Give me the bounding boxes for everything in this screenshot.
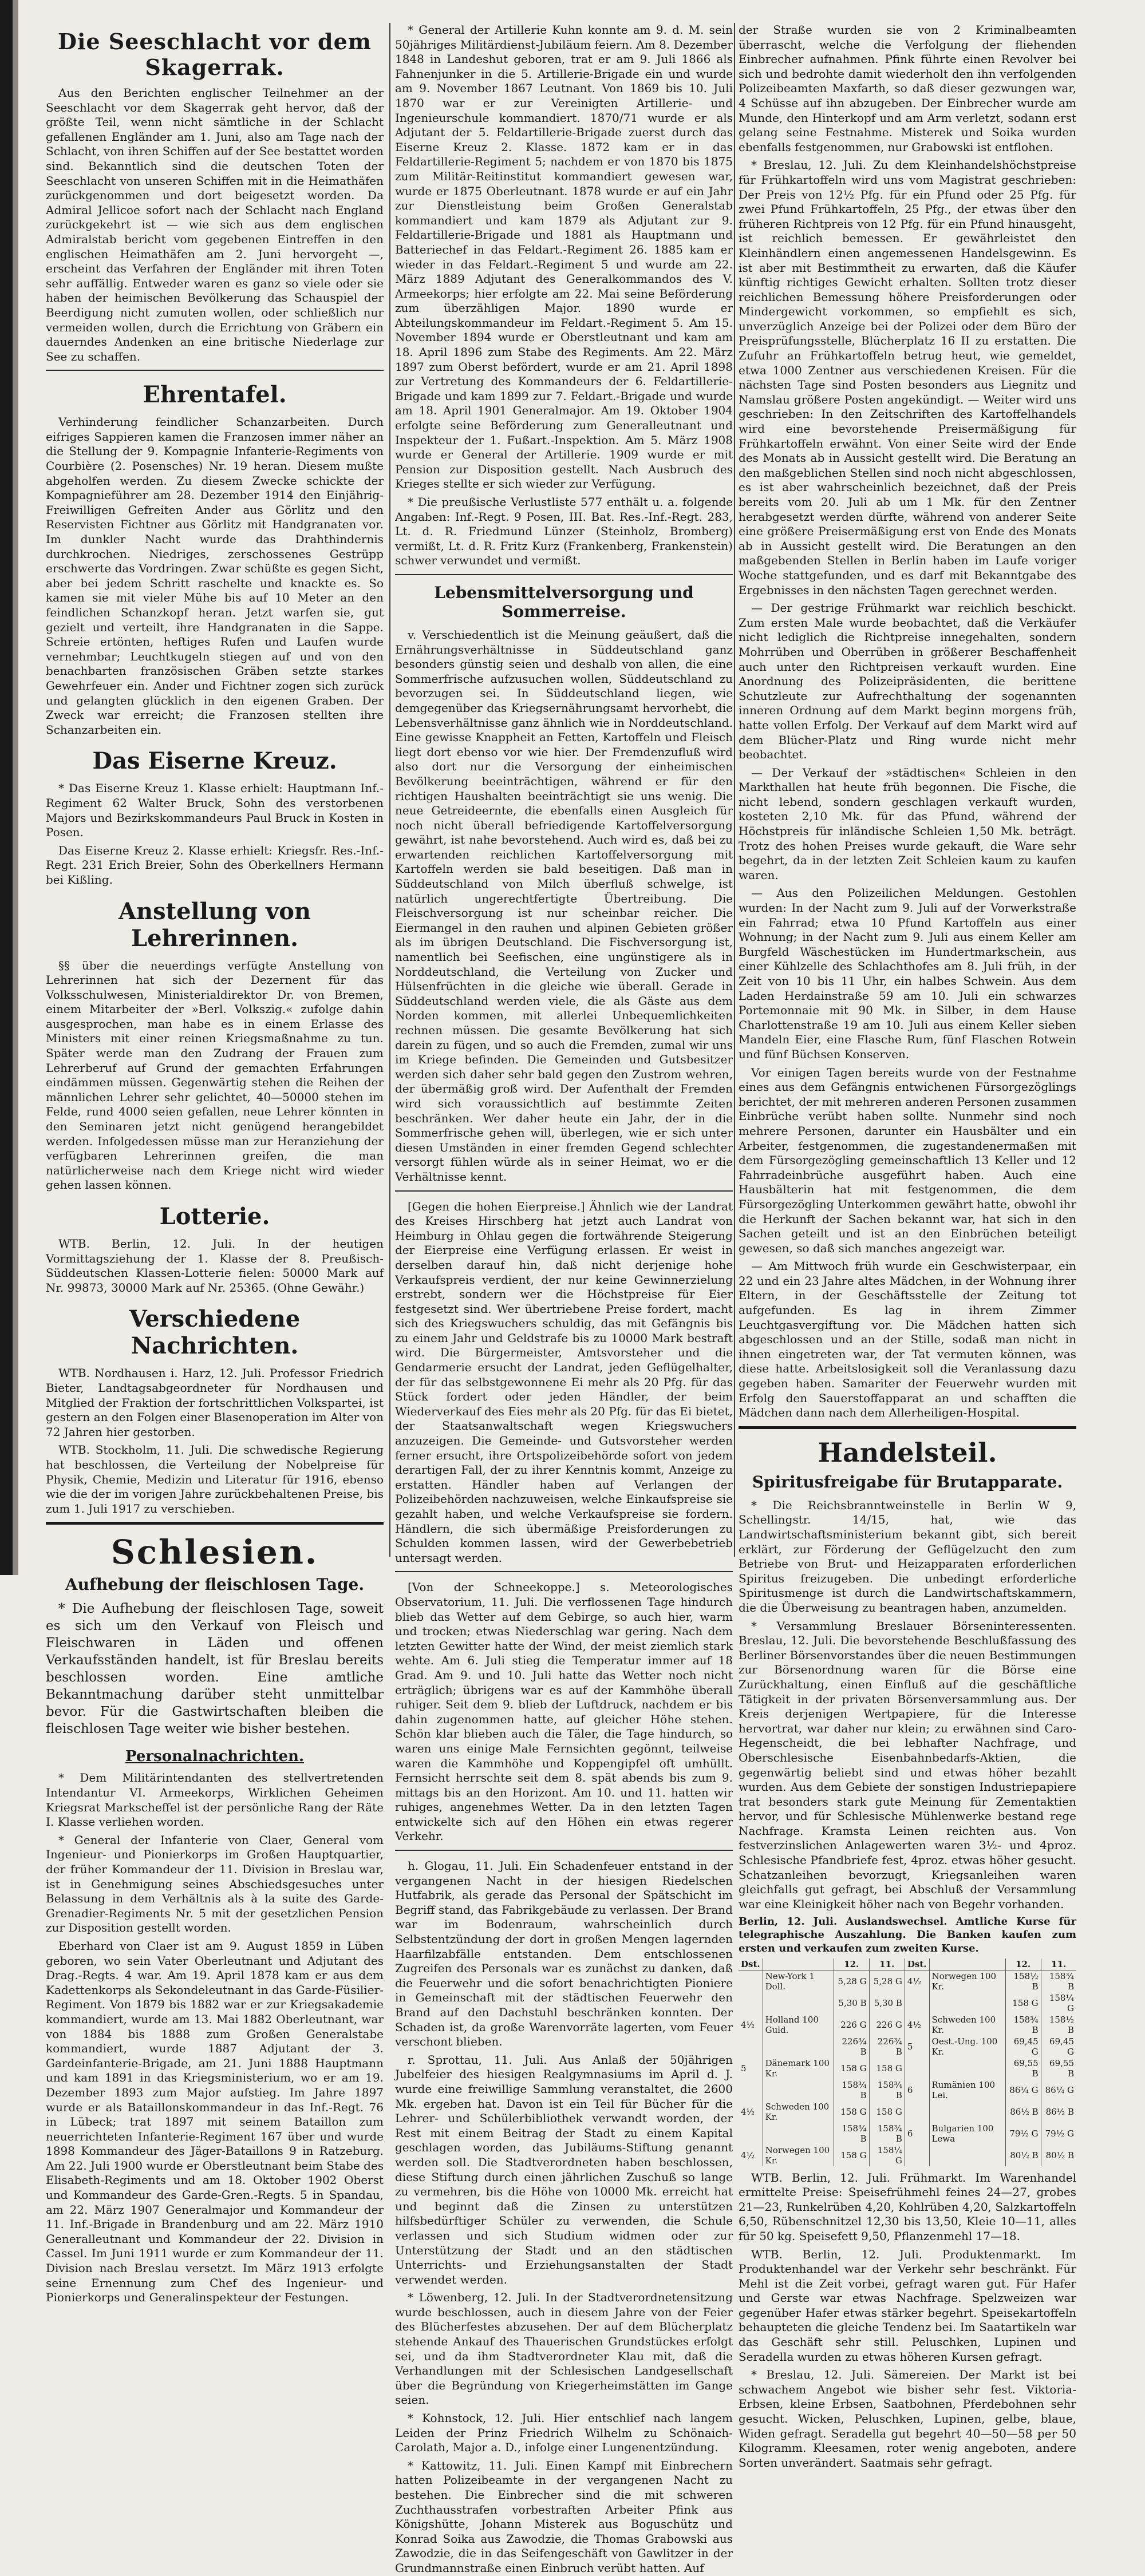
divider <box>395 1190 733 1192</box>
rates-header-cell: Dst. <box>739 1958 763 1970</box>
section-divider <box>46 1522 384 1525</box>
rates-cell: 158¾ B <box>869 2079 905 2101</box>
article-fruehmarkt: — Der gestrige Frühmarkt war reichlich beschickt. Zum ersten Male wurde beobachtet, daß die Verkäufer nicht lediglich die Richtpreise innegehalten, sondern Mohrrüben und Oberrüben in größerer Beschaffenheit auch unter den Richtpreisen verkauft wurden. Eine Anordnung des Polizeipräsidenten, die berittene Schutzleute zur Aufrechthaltung der sogenannten inneren Ordnung auf dem Markt beginn morgens früh, hatte vollen Erfolg. Der Verkauf auf dem Markt wird auf dem Blücher-Platz und Ring wurde nicht mehr beobachtet. <box>739 601 1076 762</box>
rates-cell: Holland 100 Guld. <box>763 2014 834 2036</box>
rates-cell: 226 G <box>869 2014 905 2036</box>
column-rule-2 <box>734 23 735 1557</box>
rates-header-cell <box>929 1958 1005 1970</box>
rates-cell: Schweden 100 Kr. <box>929 2014 1005 2036</box>
rates-cell: 158¾ B <box>1041 1970 1076 1992</box>
rates-row <box>739 2014 1076 2036</box>
rates-cell: 4½ <box>905 1970 929 1992</box>
rates-row <box>739 1970 1076 1992</box>
article-produktenmarkt: WTB. Berlin, 12. Juli. Produktenmarkt. Im Produktenhandel war der Verkehr sehr beschränkt. Für Mehl ist die Zeit vorbei, gefragt waren gut. Für Hafer und Gerste war etwas Nachfrage. Spelzweizen war gegenüber Hafer etwas stärker begehrt. Speisekartoffeln behaupteten die gleiche Tendenz bei. Im Saatartikeln war das Geschäft sehr still. Peluschken, Lupinen und Seradella wurden zu etwas höheren Kursen gefragt. <box>739 2247 1076 2364</box>
headline-lehrerinnen: Anstellung von Lehrerinnen. <box>118 897 311 952</box>
article-nordhausen: WTB. Nordhausen i. Harz, 12. Juli. Professor Friedrich Bieter, Landtagsabgeordneter für Nordhausen und Mitglied der Fraktion der fortschrittlichen Volkspartei, ist gestern an den Folgen einer Blasenoperation im Alter von 72 Jahren hier gestorben. <box>46 1366 384 1439</box>
rates-row <box>739 1992 1076 2014</box>
rates-header-cell: Dst. <box>905 1958 929 1970</box>
rates-cell <box>739 1970 763 1992</box>
article-geschwister: — Am Mittwoch früh wurde ein Geschwisterpaar, ein 22 und ein 23 Jahre altes Mädchen, in der Wohnung ihrer Eltern, in der Geschäftsstelle der Zeitung tot aufgefunden. Es lag in ihrem Zimmer Leuchtgasvergiftung vor. Die Mädchen hatten sich abgeschlossen und an der Stille, sodaß man nicht in ihnen eingetreten war, der Tat vermuten können, was diese hatte. Arbeitslosigkeit soll die Veranlassung dazu gegeben haben. Samariter der Feuerwehr wurden mit Erfolg den Sauerstoffapparat an und schafften die Mädchen dann nach dem Allerheiligen-Hospital. <box>739 1259 1076 1420</box>
rates-cell: 69,45 G <box>1041 2036 1076 2057</box>
rates-cell: Norwegen 100 Kr. <box>763 2144 834 2166</box>
binding-edge <box>0 0 13 1575</box>
rates-cell <box>739 2079 763 2101</box>
section-divider <box>739 1426 1076 1429</box>
rates-cell: Norwegen 100 Kr. <box>929 1970 1005 1992</box>
column-2 <box>395 23 733 2575</box>
rates-cell: 226 G <box>834 2014 869 2036</box>
divider <box>395 1850 733 1851</box>
rates-cell: Schweden 100 Kr. <box>763 2101 834 2123</box>
rates-cell: 158 G <box>834 2144 869 2166</box>
headline-skagerrak: Die Seeschlacht vor dem Skagerrak. <box>58 29 372 80</box>
article-sprottau: r. Sprottau, 11. Juli. Aus Anlaß der 50jährigen Jubelfeier des hiesigen Realgymnasiums im April d. J. wurde eine freiwillige Sammlung veranstaltet, die 2600 Mk. ergeben hat. Davon ist ein Teil für Bücher für die Lehrer- und Schülerbibliothek verwandt worden, der Rest mit einem Beitrag der Stadt zu einem Kapital geschlagen worden, das Jubiläums-Stiftung genannt werden soll. Die Stadtverordneten haben beschlossen, diese Stiftung durch einen jährlichen Zuschuß so lange zu vermehren, bis die Höhe von 10000 Mk. erreicht hat und beginnt daß die Zinsen zu unterstützen hilfsbedürftiger Schüler zu verwenden, die Schule verlassen und sich Studium widmen oder zur Unterstützung der Stadt und an den städtischen Unterrichts- und Erziehungsanstalten der Stadt verwendet werden. <box>395 2052 733 2286</box>
rates-cell <box>929 1992 1005 2014</box>
column-rule-1 <box>389 23 390 1557</box>
rates-cell: 5 <box>741 2063 747 2074</box>
rates-cell <box>905 1992 929 2014</box>
article-fleischlose-tage: * Die Aufhebung der fleischlosen Tage, soweit es sich um den Verkauf von Fleisch und Fleischwaren in Läden und offenen Verkaufsständen handelt, ist für Breslau bereits beschlossen worden. Eine amtliche Bekanntmachung darüber steht unmittelbar bevor. Für die Gastwirtschaften bleiben die fleischlosen Tage weiter wie bisher bestehen. <box>46 1601 384 1736</box>
subheadline-spiritus: Spiritusfreigabe für Brutapparate. <box>752 1472 1063 1491</box>
rates-cell: 80½ B <box>1005 2144 1041 2166</box>
article-kattowitz: * Kattowitz, 11. Juli. Einen Kampf mit Einbrechern hatten Polizeibeamte in der vergangenen Nacht zu bestehen. Die Einbrecher sind die mit schweren Zuchthausstrafen vorbestraften Arbeiter Pfink aus Königshütte, Johann Misterek aus Boguschütz und Konrad Soika aus Zawodzie, die Thomas Grabowski aus Zawodzie, die in das Seifengeschäft von Gawlitzer in der Grundmannstraße einen Einbruch verübt hatten. Auf <box>395 2458 733 2575</box>
article-kattowitz-cont: der Straße wurden sie von 2 Kriminalbeamten überrascht, welche die Verfolgung der fliehenden Einbrecher aufnahmen. Pfink führte einen Revolver bei sich und bedrohte damit wiederholt den ihn verfolgenden Polizeibeamten Maxfarth, so daß dieser gezwungen war, 4 Schüsse auf ihn abzugeben. Der Einbrecher wurde am Munde, den Hinterkopf und am Arm verletzt, sodann erst gelang seine Festnahme. Misterek und Soika wurden ebenfalls festgenommen, nur Grabowski ist entflohen. <box>739 23 1076 154</box>
article-eierpreise: [Gegen die hohen Eierpreise.] Ähnlich wie der Landrat des Kreises Hirschberg hat jetzt auch Landrat von Heimburg in Ohlau gegen die fortwährende Steigerung der Eierpreise eine Verfügung erlassen. Er weist in derselben darauf hin, daß nicht derjenige hohe Verkaufspreis verdient, der nur keine Gewinnerzielung erstrebt, sondern wer die Höchstpreise für Eier festgesetzt sind. Wer übertriebene Preise fordert, macht sich des Kriegswuchers schuldig, das mit Gefängnis bis zu einem Jahr und Geldstrafe bis zu 10000 Mark bestraft wird. Die Bürgermeister, Amtsvorsteher und die Gendarmerie ersucht der Landrat, jeden Geflügelhalter, der für das selbstgewonnene Ei mehr als 20 Pfg. für das Stück fordert oder jeden Händler, der beim Wiederverkauf des Eies mehr als 20 Pfg. für das Ei bietet, der Staatsanwaltschaft wegen Kriegswuchers anzuzeigen. Die Gemeinde- und Gutsvorsteher werden ferner ersucht, ihre Ortspolizeibehörde sofort von jedem derartigen Fall, der zu ihrer Kenntnis kommt, Anzeige zu erstatten. Händler haben auf Verlangen der Polizeibehörden nachzuweisen, welche Einkaufspreise sie gezahlt haben, und welche Verkaufspreise sie fordern. Händlern, die sich übermäßige Preisforderungen zu Schulden kommen lassen, wird der Gewerbebetrieb untersagt werden. <box>395 1199 733 1565</box>
article-schneekoppe: [Von der Schneekoppe.] s. Meteorologisches Observatorium, 11. Juli. Die verflossenen Tage hindurch blieb das Wetter auf dem Gebirge, so auch hier, warm und trocken; etwas Niederschlag war gering. Nach dem letzten Gewitter hatte der Wind, der meist ziemlich stark wehte. Am 6. Juli stieg die Temperatur immer auf 18 Grad. Am 9. und 10. Juli hatte das Wetter noch nicht erträglich; übrigens war es auf der Kammhöhe überall ruhiger. Seit dem 9. blieb der Luftdruck, nachdem er bis dahin zugenommen hatte, auf gleicher Höhe stehen. Schön klar blieben auch die Täler, die Tage hindurch, so waren uns einige Male Fernsichten gegönnt, teilweise waren die Kammhöhe und Koppengipfel oft umhüllt. Fernsicht herrschte seit dem 8. spät abends bis zum 9. mittags bis an den Horizont. Am 10. und 11. hatten wir ruhiges, angenehmes Wetter. Da in den letzten Tagen entwickelte sich auf den Höhen ein etwas regerer Verkehr. <box>395 1580 733 1843</box>
rates-row <box>739 2123 1076 2144</box>
rates-cell <box>905 2101 929 2123</box>
rates-cell: 158¼ G <box>869 2144 905 2166</box>
rates-cell: 158¾ B <box>869 2123 905 2144</box>
article-fruehmarkt-berlin: WTB. Berlin, 12. Juli. Frühmarkt. Im Warenhandel ermittelte Preise: Speisefrühmehl feines 24—27, grobes 21—23, Runkelrüben 4,20, Kohlrüben 4,20, Salzkartoffeln 6,50, Rübenschnitzel 12,30 bis 13,50, Kleie 10—11, alles für 50 kg. Speisefett 9,50, Pflanzenmehl 17—18. <box>739 2170 1076 2243</box>
rates-cell: 226¾ B <box>869 2036 905 2057</box>
rates-cell: 158¾ B <box>834 2079 869 2101</box>
rates-cell <box>739 2123 763 2144</box>
rates-cell: 86¼ G <box>1005 2079 1041 2101</box>
article-lebensmittel: v. Verschiedentlich ist die Meinung geäußert, daß die Ernährungsverhältnisse in Süddeutschland ganz besonders günstig seien und deshalb von allen, die eine Sommerfrische aufzusuchen wollen, Süddeutschland zu bevorzugen sei. In Süddeutschland liegen, wie demgegenüber das Kriegsernährungsamt hervorhebt, die Lebensverhältnisse ganz ähnlich wie in Norddeutschland. Eine gewisse Knappheit an Fetten, Kartoffeln und Fleisch liegt dort ebenso vor wie hier. Der Fremdenzufluß wird also dort nur die Versorgung der einheimischen Bevölkerung beeinträchtigen, während er für den richtigen Haushalten beeinträchtigt sie uns wenig. Die neue Getreideernte, die ebenfalls einen Ausgleich für noch nicht überall befriedigende Kartoffelversorgung gewährt, ist nahe bevorstehend. Auch wird es, daß bei zu erwartenden reichlichen Kartoffelversorgung mit Kartoffeln werden sie bald beseitigen. Daß man in Süddeutschland von Milch überfluß schwelge, ist natürlich ungerechtfertigte Übertreibung. Die Fleischversorgung ist nur scheinbar reicher. Die Eiermangel in den rauhen und alpinen Gebieten größer als im übrigen Deutschland. Die Fischversorgung ist, namentlich bei Seefischen, eine ungünstigere als in Norddeutschland, die Verteilung von Zucker und Hülsenfrüchten in die gleiche wie überall. Gerade in Süddeutschland werden viele, die als Gäste aus dem Norden kommen, mit allerlei Unbequemlichkeiten rechnen müssen. Die gesamte Bevölkerung hat sich darein zu fügen, und so auch die Fremden, zumal wir uns im Kriege befinden. Die Gemeinden und Gutsbesitzer werden sich daher sehr bald gegen den Zustrom wehren, der übermäßig groß wird. Der Aufenthalt der Fremden wird sich voraussichtlich auf bestimmte Zeiten beschränken. Wer daher heute ein Jahr, der in die Sommerfrische gehen will, überlegen, wie er sich unter diesen Umständen in einer fremden Gegend schlechter versorgt fühlen würde als in seiner Heimat, wo er die Verhältnisse kennt. <box>395 627 733 1184</box>
article-ehrentafel: Verhinderung feindlicher Schanzarbeiten. Durch eifriges Sappieren kamen die Franzosen immer näher an die Stellung der 9. Kompagnie Infanterie-Regiments von Courbière (2. Posensches) Nr. 19 heran. Diesem mußte abgeholfen werden. Zu diesem Zwecke schickte der Kompagnieführer am 28. Dezember 1914 den Einjährig-Freiwilligen Gefreiten Ander aus Görlitz und den Reservisten Fichtner aus Görlitz mit Handgranaten vor. Im dunkler Nacht wurde das Drahthindernis durchkrochen. Niedriges, zerschossenes Gestrüpp erschwerte das Vordringen. Zwar schüßte es gegen Sicht, aber bei jedem Schritt raschelte und knackte es. So kamen sie mit vieler Mühe bis auf 10 Meter an den feindlichen Schanzkopf heran. Jetzt warfen sie, gut gezielt und verteilt, ihre Handgranaten in die Sappe. Schreie ertönten, heftiges Rufen und Laufen wurde vernehmbar; Leuchtkugeln stiegen auf und von den benachbarten französischen Gräben setzte starkes Gewehrfeuer ein. Ander und Fichtner zogen sich zurück und gelangten glücklich in den eigenen Graben. Der Zweck war erreicht; die Franzosen stellten ihre Schanzarbeiten ein. <box>46 415 384 737</box>
headline-handelsteil: Handelsteil. <box>818 1437 997 1468</box>
rates-cell: 4½ <box>741 2106 755 2117</box>
rates-cell: 158½ B <box>1005 1970 1041 1992</box>
rates-cell: New-York 1 Doll. <box>763 1970 834 1992</box>
rates-header-row <box>739 1958 1076 1970</box>
rates-cell: 158¾ B <box>834 2123 869 2144</box>
rates-cell: 5,28 G <box>834 1970 869 1992</box>
headline-eisernes-kreuz: Das Eiserne Kreuz. <box>92 747 337 775</box>
headline-lebensmittel: Lebensmittelversorgung und Sommerreise. <box>434 583 694 621</box>
article-festnahme: Vor einigen Tagen bereits wurde von der Festnahme eines aus dem Gefängnis entwichenen Fürsorgezöglings berichtet, der mit mehreren anderen Personen zusammen Einbrüche verübt haben sollte. Nunmehr sind noch mehrere Personen, darunter ein Hausbälter und ein Arbeiter, festgenommen, die zugestandenermaßen mit dem Fürsorgezögling gemeinschaftlich 13 Keller und 12 Fahrradeinbrüche ausgeführt haben. Auch eine Hausbälterin hat mit festgenommen, die dem Fürsorgezögling Unterkommen gewährt hatte, obwohl ihr die Herkunft der Sachen bekannt war, hat sich in den Sachen geteilt und ist an den Einbrüchen beteiligt gewesen, so daß sich manches angezeigt war. <box>739 1065 1076 1255</box>
rates-cell: 69,55 B <box>1005 2057 1041 2079</box>
rates-row <box>739 2101 1076 2123</box>
article-boerse: * Versammlung Breslauer Börseninteressenten. Breslau, 12. Juli. Die bevorstehende Beschlußfassung des Berliner Börsenvorstandes über die neuen Bestimmungen zur Börsenordnung waren für die Börse eine Zurückhaltung, einen Einfluß auf die geschäftliche Tätigkeit in der privaten Börsenversammlung aus. Der Kreis derjenigen Wertpapiere, für die Interesse hervortrat, war daher nur klein; zu erwähnen sind Caro-Hegenscheidt, die bei lebhafter Nachfrage, und Oberschlesische Eisenbahnbedarfs-Aktien, die gegenwärtig beliebt sind und etwas höher bezahlt wurden. Aus dem Gebiete der sonstigen Industriepapiere trat besonders stark gute Meinung für Zementaktien hervor, und für Schlesische Mühlenwerke bestand rege Nachfrage. Kramsta Leinen reichten aus. Von festverzinslichen Anlagewerten waren 3½- und 4proz. Schlesische Pfandbriefe fest, 4proz. etwas höher gesucht. Schatzanleihen bevorzugt, Kriegsanleihen waren gleichfalls gut gefragt, bei Abschluß der Versammlung war eine Kleinigkeit höher nach von Begehr vorhanden. <box>739 1619 1077 1911</box>
divider <box>395 574 733 575</box>
article-loewenberg: * Löwenberg, 12. Juli. In der Stadtverordnetensitzung wurde beschlossen, auch in diesem Jahre von der Feier des Blücherfestes abzusehen. Der auf dem Blücherplatz stehende Ankauf des Thauerischen Grundstückes erfolgt sei, und da ihm Stadtverordneter Klau mit, daß die Verhandlungen mit der Schlesischen Landgesellschaft über die Begründung von Kriegerheimstätten im Gange seien. <box>395 2290 733 2407</box>
headline-personalnachrichten: Personalnachrichten. <box>125 1748 304 1766</box>
rates-cell: Oest.-Ung. 100 Kr. <box>929 2036 1005 2057</box>
rates-cell: 69,45 G <box>1005 2036 1041 2057</box>
rates-cell: 4½ <box>905 2014 929 2036</box>
rates-cell <box>763 2123 834 2144</box>
column-3 <box>739 23 1077 2470</box>
rates-cell <box>905 2144 929 2166</box>
rates-cell <box>763 2036 834 2057</box>
article-saemereien: * Breslau, 12. Juli. Sämereien. Der Markt ist bei schwachem Angebot wie bisher sehr fest. Viktoria-Erbsen, kleine Erbsen, Saatbohnen, Pferdebohnen sehr gesucht. Wicken, Peluschken, Lupinen, gelbe, blaue, Widen gefragt. Seradella gut begehrt 40—50—58 per 50 Kilogramm. Kleesamen, roter wenig angeboten, andere Sorten unverändert. Saatmais sehr gefragt. <box>739 2368 1076 2470</box>
article-eisernes-kreuz-2: Das Eiserne Kreuz 2. Klasse erhielt: Kriegsfr. Res.-Inf.-Regt. 231 Erich Breier, Sohn des Oberkellners Hermann bei Kißling. <box>46 843 384 887</box>
article-kohnstock: * Kohnstock, 12. Juli. Hier entschlief nach langem Leiden der Prinz Friedrich Wilhelm zu Schönaich-Carolath, Major a. D., infolge einer Lungenentzündung. <box>395 2411 733 2455</box>
rates-cell: Rumänien 100 Lei. <box>929 2079 1005 2101</box>
rates-cell: 6 <box>905 2079 929 2101</box>
divider <box>46 370 384 371</box>
rates-cell: 5,30 B <box>869 1992 905 2014</box>
rates-header-cell: 12. <box>1005 1958 1041 1970</box>
rates-cell: 5,28 G <box>869 1970 905 1992</box>
headline-schlesien: Schlesien. <box>110 1533 319 1572</box>
article-fruehkartoffeln: * Breslau, 12. Juli. Zu dem Kleinhandelshöchstpreise für Frühkartoffeln wird uns vom Magistrat geschrieben: Der Preis von 12½ Pfg. für ein Pfund oder 25 Pfg. für zwei Pfund Frühkartoffeln, 25 Pfg., der etwas über den früheren Richtpreis von 12 Pfg. für ein Pfund hinausgeht, ist reichlich bemessen. Er gewährleistet den Kleinhändlern einen angemessenen Handelsgewinn. Es ist aber mit Bestimmtheit zu erwarten, daß die Käufer künftig richtiges Gewicht erhalten. Sollten trotz dieser reichlichen Bemessung höhere Preisforderungen oder Mindergewicht vorkommen, so empfiehlt es sich, unverzüglich Anzeige bei der Polizei oder dem Büro der Preisprüfungsstelle, Blücherplatz 16 II zu erstatten. Die Zufuhr an Frühkartoffeln betrug heut, wie gemeldet, etwa 1000 Zentner aus verschiedenen Kreisen. Für die nächsten Tage sind Posten besonders aus Liegnitz und Namslau größere Posten angekündigt. — Weiter wird uns geschrieben: In den Zeitschriften des Kartoffelhandels wird eine bevorstehende Preisermäßigung für Frühkartoffeln erwähnt. Von einer Seite wird der Ende des Monats ab in Aussicht gestellt wird. Die Beratung an den maßgeblichen Stellen sind noch nicht abgeschlossen, es ist aber wahrscheinlich bezeichnet, daß der Preis bereits vom 20. Juli ab um 1 Mk. für den Zentner herabgesetzt werden dürfte, während von anderer Seite eine größere Preisermäßigung erst von Ende des Monats ab in Aussicht gestellt wird. Die Beratungen an den maßgebenden Stellen in Berlin haben im Laufe voriger Woche stattgefunden, und es darf mit Bekanntgabe des Ergebnisses in den nächsten Tagen gerechnet werden. <box>739 158 1076 597</box>
rates-cell: Dänemark 100 Kr. <box>763 2057 834 2079</box>
exchange-rates-table <box>739 1958 1076 2166</box>
rates-cell: 158 G <box>834 2101 869 2123</box>
article-stockholm: WTB. Stockholm, 11. Juli. Die schwedische Regierung hat beschlossen, die Verteilung der Nobelpreise für Physik, Chemie, Medizin und Literatur für 1916, ebenso wie die der im vorigen Jahre zurückbehaltenen Preise, bis zum 1. Juli 1917 zu verschieben. <box>46 1443 384 1515</box>
article-personal-2: * General der Infanterie von Claer, General vom Ingenieur- und Pionierkorps im Großen Hauptquartier, der früher Kommandeur der 11. Division in Breslau war, ist in Genehmigung seines Abschiedsgesuches unter Belassung in dem Verhältnis als à la suite des Garde-Grenadier-Regiments Nr. 5 mit der gesetzlichen Pension zur Disposition gestellt worden. <box>46 1833 384 1935</box>
rates-cell: 79½ G <box>1005 2123 1041 2144</box>
article-skagerrak: Aus den Berichten englischer Teilnehmer an der Seeschlacht vor dem Skagerrak geht hervor, daß der größte Teil, wenn nicht sämtliche in der Schlacht gefallenen Engländer am 1. Juni, also am Tage nach der Schlacht, von ihren Schiffen auf der See bestattet worden sind. Bekanntlich sind die deutschen Toten der Seeschlacht von unseren Schiffen mit in die Heimathäfen zurückgenommen und dort beigesetzt worden. Da Admiral Jellicoe sofort nach der Schlacht nach England zurückgekehrt ist — wie sich aus dem englischen Admiralstab bericht vom gegebenen Eintreffen in den englischen Heimathäfen am 2. Juni hervorgeht —, erscheint das Verfahren der Engländer mit ihren Toten sehr auffällig. Entweder waren es ganz so viele oder sie haben der heimischen Bevölkerung das Schauspiel der Beerdigung nicht zumuten wollen, oder schließlich nur vermeiden wollen, durch die Errichtung von Gräbern ein dauerndes Andenken an eine britische Niederlage zur See zu schaffen. <box>46 86 384 363</box>
rates-cell: 86½ B <box>1005 2101 1041 2123</box>
column-1 <box>46 23 384 2305</box>
rates-cell <box>739 1992 763 2014</box>
rates-cell <box>763 2079 834 2101</box>
rates-cell <box>929 2144 1005 2166</box>
rates-cell: 158¾ B <box>1005 2014 1041 2036</box>
rates-row <box>739 2036 1076 2057</box>
article-kuhn: * General der Artillerie Kuhn konnte am 9. d. M. sein 50jähriges Militärdienst-Jubiläum feiern. Am 8. Dezember 1848 in Landeshut geboren, trat er am 9. Juli 1866 als Fahnenjunker in die 5. Artillerie-Brigade ein und wurde am 9. November 1867 Leutnant. Von 1869 bis 10. Juli 1870 war er zur Vereinigten Artillerie- und Ingenieurschule kommandiert. 1870/71 wurde er als Adjutant der 5. Feldartillerie-Brigade zuerst durch das Eiserne Kreuz 2. Klasse. 1872 kam er in das Feldartillerie-Regiment 5; nachdem er von 1870 bis 1875 zum Militär-Reitinstitut kommandiert gewesen war, wurde er 1875 Oberleutnant. 1878 wurde er auf ein Jahr zur Dienstleistung beim Großen Generalstab kommandiert und kam 1879 als Adjutant zur 9. Feldartillerie-Brigade und 1881 als Hauptmann und Batteriechef in das Feldart.-Regiment 26. 1885 kam er wieder in das Feldart.-Regiment 5 und wurde am 22. März 1889 Adjutant des Generalkommandos des V. Armeekorps; hier erfolgte am 22. Mai seine Beförderung zum überzähligen Major. 1890 wurde er Abteilungskommandeur im Feldart.-Regiment 5. Am 15. November 1894 wurde er Oberstleutnant und kam am 18. April 1896 zum Stabe des Regiments. Am 22. März 1897 zum Oberst befördert, wurde er am 21. April 1898 zur Vertretung des Kommandeurs der 6. Feldartillerie-Brigade und kam 1899 zur 7. Feldart.-Brigade und wurde am 18. April 1901 Generalmajor. Am 19. Oktober 1904 erfolgte seine Beförderung zum Generalleutnant und Inspekteur der 1. Fußart.-Inspektion. Am 5. März 1908 wurde er General der Artillerie. 1909 wurde er mit Pension zur Disposition gestellt. Nach Ausbruch des Krieges stellte er sich wieder zur Verfügung. <box>395 23 733 491</box>
rates-cell: 5,30 B <box>834 1992 869 2014</box>
article-schleien: — Der Verkauf der »städtischen« Schleien in den Markthallen hat heute früh begonnen. Die Fische, die nicht lebend, sondern geschlagen verkauft wurden, kosteten 2,10 Mk. für das Pfund, während der Höchstpreis für inländische Schleien 1,50 Mk. beträgt. Trotz des hohen Preises wurde gekauft, die Ware sehr begehrt, da in der letzten Zeit Schleien kaum zu kaufen waren. <box>739 765 1076 882</box>
rates-cell: 4½ <box>741 2019 755 2030</box>
rates-cell: 226¾ B <box>834 2036 869 2057</box>
article-personal-1: * Dem Militärintendanten des stellvertretenden Intendantur VI. Armeekorps, Wirklichen Geheimen Kriegsrat Markscheffel ist der persönliche Rang der Räte I. Klasse verliehen worden. <box>46 1771 384 1829</box>
article-lotterie: WTB. Berlin, 12. Juli. In der heutigen Vormittagsziehung der 1. Klasse der 8. Preußisch-Süddeutschen Klassen-Lotterie fielen: 50000 Mark auf Nr. 99873, 30000 Mark auf Nr. 25365. (Ohne Gewähr.) <box>46 1237 384 1295</box>
rates-row <box>739 2057 1076 2079</box>
article-glogau: h. Glogau, 11. Juli. Ein Schadenfeuer entstand in der vergangenen Nacht in der hiesigen Riedelschen Hutfabrik, als gerade das Personal der Spätschicht im Begriff stand, das Fabrikgebäude zu verlassen. Der Brand war im Bodenraum, wahrscheinlich durch Selbstentzündung der dort in großen Mengen lagernden Haarfilzabfälle entstanden. Dem entschlossenen Zugreifen des Personals war es zunächst zu danken, daß die Feuerwehr und die sofort benachrichtigten Pioniere in Gemeinschaft mit der städtischen Feuerwehr den Brand auf den Dachstuhl beschränken konnten. Der Schaden ist, da große Warenvorräte lagerten, vom Feuer verschont blieben. <box>395 1859 733 2049</box>
headline-verschiedene: Verschiedene Nachrichten. <box>129 1305 301 1360</box>
rates-cell: Bulgarien 100 Lewa <box>929 2123 1005 2144</box>
rates-header-cell: 11. <box>869 1958 905 1970</box>
article-eisernes-kreuz-1: * Das Eiserne Kreuz 1. Klasse erhielt: Hauptmann Inf.-Regiment 62 Walter Bruck, Sohn des verstorbenen Majors und Bezirkskommandeurs Paul Bruck in Kosten in Posen. <box>46 781 384 840</box>
article-spiritus: * Die Reichsbranntweinstelle in Berlin W 9, Schellingstr. 14/15, hat, wie das Landwirtschaftsministerium bekannt gibt, sich bereit erklärt, zur Förderung der Geflügelzucht den zum Betriebe von Brut- und Heizapparaten erforderlichen Spiritus freizugeben. Die unbedingt erforderliche Spiritusmenge ist durch die Landwirtschaftskammern, die die Überweisung zu beantragen haben, anzumelden. <box>739 1498 1076 1615</box>
rates-cell: 4½ <box>741 2150 755 2160</box>
rates-row <box>739 2144 1076 2166</box>
rates-header-cell: 12. <box>834 1958 869 1970</box>
rates-cell: 5 <box>905 2036 929 2057</box>
rates-cell: 80½ B <box>1041 2144 1076 2166</box>
article-lehrerinnen: §§ über die neuerdings verfügte Anstellung von Lehrerinnen hat sich der Dezernent für das Volksschulwesen, Ministerialdirektor Dr. von Bremen, einem Mitarbeiter der »Berl. Volkszig.« zufolge dahin ausgesprochen, man habe es in einem Erlasse des Ministers mit einer reinen Kriegsmaßnahme zu tun. Später werde man den Zudrang der Frauen zum Lehrerberuf auf Grund der gemachten Erfahrungen eindämmen müssen. Gegenwärtig stehen die Reihen der männlichen Lehrer sehr gelichtet, 40—50000 stehen im Felde, rund 4000 seien gefallen, neue Lehrer könnten in den Seminaren jetzt nicht genügend herangebildet werden. Infolgedessen müsse man zur Heranziehung der verfügbaren Lehrerinnen greifen, die man natürlicherweise nach dem Kriege nicht wird wieder gehen lassen können. <box>46 958 384 1192</box>
divider <box>395 1571 733 1572</box>
rates-cell <box>739 2036 763 2057</box>
rates-cell: 158¼ G <box>1041 1992 1076 2014</box>
rates-cell <box>763 1992 834 2014</box>
rates-cell: 6 <box>905 2123 929 2144</box>
rates-cell: 69,55 B <box>1041 2057 1076 2079</box>
rates-header-cell: 11. <box>1041 1958 1076 1970</box>
binding-shadow <box>13 0 18 1575</box>
article-personal-3: Eberhard von Claer ist am 9. August 1859 in Lüben geboren, wo sein Vater Oberleutnant und Adjutant des Drag.-Regts. 4 war. Am 19. April 1878 kam er aus dem Kadettenkorps als Sekondeleutnant in das Garde-Füsilier-Regiment. Von 1879 bis 1882 war er zur Kriegsakademie kommandiert, wurde am 13. Mai 1882 Oberleutnant, war von 1884 bis 1888 zum Großen Generalstabe kommandiert, wurde 1887 Adjutant der 3. Gardeinfanterie-Brigade, am 21. Juni 1888 Hauptmann und kam 1891 in das Kriegsministerium, wo er am 19. Dezember 1893 zum Major aufstieg. Im Jahre 1897 wurde er als Bataillonskommandeur in das Inf.-Regt. 76 in Lübeck; trat 1897 mit seinem Bataillon zum neuerrichteten Infanterie-Regiment 167 über und wurde 1898 Kommandeur des Jäger-Bataillons 9 in Ratzeburg. Am 22. Juli 1900 wurde er Oberstleutnant beim Stabe des Elisabeth-Regiments und am 18. Oktober 1902 Oberst und Kommandeur des Garde-Gren.-Regts. 5 in Spandau, am 22. März 1907 Generalmajor und Kommandeur der 11. Inf.-Brigade in Brandenburg und am 22. März 1910 Generalleutnant und Kommandeur der 22. Division in Cassel. Im Juni 1911 wurde er zum Kommandeur der 11. Division nach Breslau versetzt. Im März 1913 erfolgte seine Ernennung zum Chef des Ingenieur- und Pionierkorps und Generalinspekteur der Festungen. <box>46 1938 384 2305</box>
article-verlustliste: * Die preußische Verlustliste 577 enthält u. a. folgende Angaben: Inf.-Regt. 9 Posen, III. Bat. Res.-Inf.-Regt. 283, Lt. d. R. Friedmund Lünzer (Steinholz, Bromberg) vermißt, Lt. d. R. Fritz Kurz (Frankenberg, Frankenstein) schwer verwundet und vermißt. <box>395 495 733 568</box>
rates-cell <box>929 2101 1005 2123</box>
subheadline-fleischlose-tage: Aufhebung der fleischlosen Tage. <box>65 1575 365 1594</box>
rates-row <box>739 2079 1076 2101</box>
rates-header-cell <box>763 1958 834 1970</box>
headline-lotterie: Lotterie. <box>159 1203 270 1230</box>
rates-cell: 86½ B <box>1041 2101 1076 2123</box>
headline-ehrentafel: Ehrentafel. <box>143 381 287 409</box>
rates-title: Berlin, 12. Juli. Auslandswechsel. Amtliche Kurse für telegraphische Auszahlung. Die Banken kaufen zum ersten und verkaufen zum zweiten Kurse. <box>739 1916 1076 1954</box>
rates-cell: 79½ G <box>1041 2123 1076 2144</box>
rates-cell: 158½ B <box>1041 2014 1076 2036</box>
rates-cell <box>905 2057 929 2079</box>
rates-body <box>739 1970 1076 2166</box>
rates-cell <box>929 2057 1005 2079</box>
article-polizei: — Aus den Polizeilichen Meldungen. Gestohlen wurden: In der Nacht zum 9. Juli auf der Vorwerkstraße ein Fahrrad; etwa 10 Pfund Kartoffeln aus einer Wohnung; in der Nacht zum 9. Juli aus einem Keller am Burgfeld Wäschestücken im Hundertmarkschein, aus einer Kühlzelle des Schlachthofes am 8. Juli früh, in der Zeit von 10 bis 11 Uhr, ein halbes Schwein. Aus dem Laden Herdainstraße 59 am 10. Juli ein schwarzes Portemonnaie mit 90 Mk. in Silber, in dem Hause Charlottenstraße 19 am 10. Juli aus einem Keller sieben Mandeln Eier, eine Flasche Rum, fünf Flaschen Rotwein und fünf Büchsen Konserven. <box>739 886 1076 1061</box>
rates-cell: 158 G <box>834 2057 869 2079</box>
rates-cell: 158 G <box>1005 1992 1041 2014</box>
rates-cell: 86¼ G <box>1041 2079 1076 2101</box>
rates-cell: 158 G <box>869 2057 905 2079</box>
rates-cell: 158 G <box>869 2101 905 2123</box>
